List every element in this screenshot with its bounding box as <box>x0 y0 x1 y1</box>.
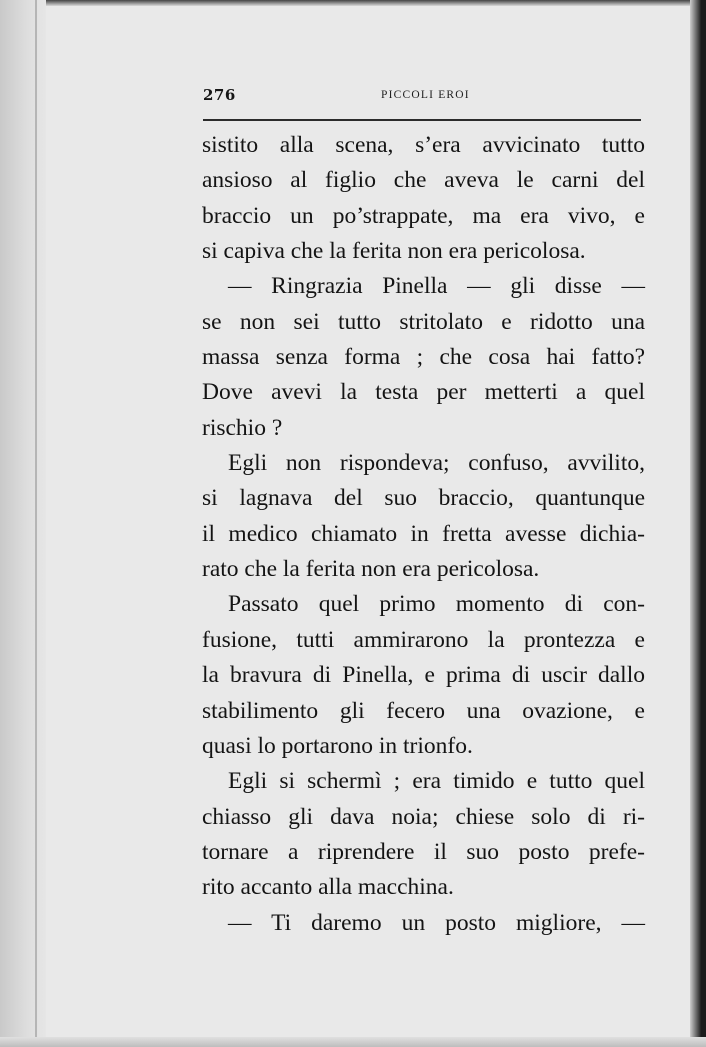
text-line: rato che la ferita non era pericolosa. <box>202 556 540 583</box>
text-line: — Ti daremo un posto migliore, — <box>228 909 645 936</box>
text-line: sistito alla scena, s’era avvicinato tutto <box>202 132 645 158</box>
text-line: stabilimento gli fecero una ovazione, e <box>202 697 645 724</box>
text-line: rischio ? <box>202 414 283 441</box>
binding-crease <box>35 0 37 1047</box>
text-line: — Ringrazia Pinella — gli disse — <box>228 273 645 300</box>
text-line: la bravura di Pinella, e prima di uscir dallo <box>202 662 645 689</box>
text-line: rito accanto alla macchina. <box>202 874 454 901</box>
text-line: si capiva che la ferita non era pericolosa. <box>202 238 586 265</box>
text-line: massa senza forma ; che cosa hai fatto? <box>202 344 645 371</box>
text-line: braccio un po’strappate, ma era vivo, e <box>202 202 645 229</box>
text-line: fusione, tutti ammirarono la prontezza e <box>202 626 645 653</box>
text-line: tornare a riprendere il suo posto prefe- <box>202 838 645 865</box>
page-right-edge <box>690 0 706 1047</box>
page-top-edge <box>0 0 706 6</box>
page-left-margin <box>0 0 46 1047</box>
text-line: se non sei tutto stritolato e ridotto una <box>202 308 645 335</box>
text-line: ansioso al figlio che aveva le carni del <box>202 167 645 194</box>
text-line: Passato quel primo momento di con- <box>228 591 645 618</box>
text-line: Egli si schermì ; era timido e tutto quel <box>228 768 645 795</box>
text-line: Dove avevi la testa per metterti a quel <box>202 379 645 406</box>
text-line: Egli non rispondeva; confuso, avvilito, <box>228 450 645 477</box>
page-header <box>203 86 640 112</box>
page-number: 276 <box>203 86 236 104</box>
text-line: chiasso gli dava noia; chiese solo di ri- <box>202 803 645 830</box>
body-text <box>202 128 645 941</box>
page-bottom-edge <box>0 1037 706 1047</box>
running-title: PICCOLI EROI <box>381 89 470 101</box>
text-line: il medico chiamato in fretta avesse dichia- <box>202 520 645 547</box>
text-line: si lagnava del suo braccio, quantunque <box>202 485 645 512</box>
text-line: quasi lo portarono in trionfo. <box>202 732 473 759</box>
header-rule <box>203 119 641 121</box>
